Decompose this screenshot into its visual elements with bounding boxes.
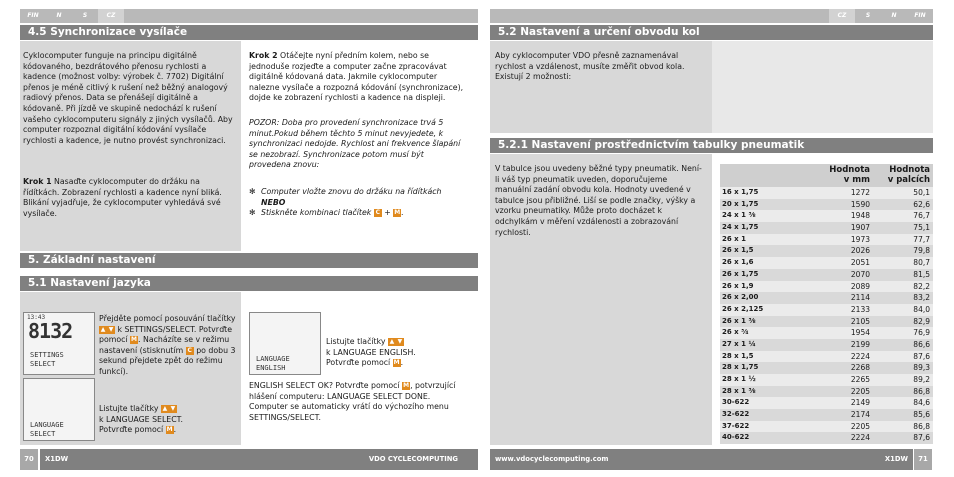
step2b-text: k LANGUAGE SELECT.: [99, 414, 183, 424]
circumference-mm-cell: 2205: [850, 386, 870, 396]
circumference-mm-cell: 2199: [850, 339, 870, 349]
krok2-text: Otáčejte nyní předním kolem, nebo se jednoduše rozjeďte a computer začne zpracovávat digitálně kódovaná data. Jakmile cyklocomputer nalezne vysílače a rozpozná kódování (synchronizace), dojde ke zobrazení rychlosti a kadence na displeji.: [249, 51, 464, 103]
lcd-text: LANGUAGE ENGLISH: [256, 355, 290, 372]
step4b-text: , potvrzující hlášení computeru: LANGUAGE SELECT DONE. Computer se automaticky vrátí do výchozího menu SETTINGS/SELECT.: [249, 381, 456, 422]
step3a-text: Listujte tlačítky: [326, 337, 386, 346]
circumference-inch-cell: 50,1: [913, 188, 930, 197]
button-m-icon: M: [166, 426, 173, 434]
arrow-down-icon: ▼: [397, 338, 403, 345]
footer-model-right: X1DW: [884, 455, 908, 463]
header-inch: [888, 165, 930, 185]
table-row: [720, 281, 933, 293]
lang-step4: [249, 381, 464, 423]
arrow-down-icon: ▼: [108, 325, 114, 333]
circumference-inch-cell: 62,6: [913, 199, 930, 209]
circumference-mm-cell: 2174: [850, 410, 870, 420]
lang-step3: Listujte tlačítky ▲ ▼ k LANGUAGE ENGLISH. Potvrďte pomocí M.: [326, 337, 416, 368]
circumference-inch-cell: 86,8: [913, 386, 930, 396]
table-row: [720, 386, 933, 398]
table-row: [720, 269, 933, 281]
table-row: [720, 432, 933, 444]
circumference-mm-cell: 1973: [850, 234, 870, 244]
lang-tab[interactable]: N: [891, 12, 897, 19]
circumference-mm-cell: 1954: [850, 328, 870, 338]
table-row: [720, 292, 933, 304]
tire-size-cell: 28 x 1 ³⁄₈: [722, 386, 756, 395]
page-number-right: 71: [914, 449, 932, 470]
circumference-mm-cell: 2114: [850, 293, 870, 303]
circumference-inch-cell: 86,6: [913, 339, 930, 349]
header-inch-line1: Hodnota: [889, 165, 930, 175]
table-row: [720, 397, 933, 409]
circumference-inch-cell: 76,9: [913, 328, 930, 338]
tire-size-cell: 28 x 1,75: [722, 363, 759, 372]
circumference-mm-cell: 2149: [850, 398, 870, 408]
header-mm-line2: v mm: [843, 175, 870, 185]
table-row: [720, 374, 933, 386]
circumference-mm-cell: 2268: [850, 363, 870, 373]
circumference-mm-cell: 2105: [850, 316, 870, 326]
step4-text: ENGLISH SELECT OK? Potvrďte pomocí: [249, 381, 400, 390]
header-mm-line1: Hodnota: [829, 165, 870, 175]
circumference-inch-cell: 80,7: [913, 258, 930, 268]
table-row: [720, 362, 933, 374]
circumference-inch-cell: 79,8: [913, 246, 930, 256]
krok1-paragraph: [23, 177, 238, 219]
lcd-text: SETTINGS SELECT: [30, 351, 64, 368]
table-row: [720, 210, 933, 222]
tire-size-cell: 30-622: [722, 398, 750, 407]
page-number-left: 70: [20, 449, 38, 470]
step3b-text: k LANGUAGE ENGLISH.: [326, 347, 416, 357]
lcd-language-select: [23, 378, 95, 441]
circumference-inch-cell: 77,7: [913, 234, 930, 244]
circumference-inch-cell: 87,6: [913, 351, 930, 361]
step2c-text: Potvrďte pomocí: [99, 425, 164, 435]
lang-tab-active[interactable]: CZ: [98, 9, 124, 23]
section-header-5-2: 5.2 Nastavení a určení obvodu kol: [490, 25, 933, 40]
section-header-5: 5. Základní nastavení: [20, 253, 478, 268]
footer-left: [40, 449, 478, 470]
circumference-inch-cell: 89,3: [913, 363, 930, 373]
arrow-up-icon: ▲: [389, 338, 395, 345]
circumference-inch-cell: 86,8: [913, 421, 930, 431]
bullet-icon: ✻: [249, 187, 256, 196]
tire-size-cell: 28 x 1,5: [722, 351, 754, 360]
tire-size-cell: 20 x 1,75: [722, 199, 759, 208]
tire-size-cell: 27 x 1 ¼: [722, 339, 756, 348]
tire-size-cell: 26 x 1,75: [722, 269, 759, 278]
header-mm: [829, 165, 870, 185]
language-bar-right: [490, 9, 933, 23]
lang-step2: Listujte tlačítky ▲ ▼ k LANGUAGE SELECT. Potvrďte pomocí M.: [99, 404, 183, 435]
step1d-text: po dobu 3 sekund přejdete zpět do režimu funkcí).: [99, 345, 236, 376]
section-header-5-1: 5.1 Nastavení jazyka: [20, 276, 478, 291]
footer-url[interactable]: www.vdocyclecomputing.com: [495, 455, 609, 463]
section-header-4-5: 4.5 Synchronizace vysílače: [20, 25, 478, 40]
lang-tab-active[interactable]: CZ: [829, 9, 855, 23]
circumference-mm-cell: 2089: [850, 281, 870, 291]
bullet1-text: Computer vložte znovu do držáku na řídítkách: [261, 187, 442, 196]
tire-size-cell: 26 x 1,6: [722, 258, 754, 267]
table-row: [720, 234, 933, 246]
section-header-5-2-1: 5.2.1 Nastavení prostřednictvím tabulky pneumatik: [490, 138, 933, 153]
circumference-mm-cell: 2070: [850, 269, 870, 279]
tire-size-cell: 26 x ³⁄₄: [722, 328, 749, 337]
table-row: [720, 222, 933, 234]
bullet1-bold: NEBO: [261, 197, 286, 207]
circumference-mm-cell: 2224: [850, 351, 870, 361]
tire-table: [720, 164, 933, 444]
circumference-mm-cell: 1907: [850, 223, 870, 233]
circumference-inch-cell: 81,5: [913, 269, 930, 279]
circumference-inch-cell: 75,1: [913, 223, 930, 233]
circumference-inch-cell: 82,9: [913, 316, 930, 326]
circumference-mm-cell: 1948: [850, 211, 870, 221]
footer-model-left: X1DW: [45, 455, 69, 463]
panel-circumference-right: [712, 41, 933, 133]
bullet-item: ✻ Stiskněte kombinaci tlačítek C + M.: [249, 208, 404, 218]
tire-size-cell: 16 x 1,75: [722, 188, 759, 196]
lcd-language-english: [249, 312, 321, 375]
tire-size-cell: 26 x 1 ³⁄₈: [722, 316, 756, 325]
krok2-paragraph: [249, 51, 464, 104]
step1c-text: . Nacházíte se v režimu nastavení (stisknutím: [99, 335, 230, 355]
lang-step1: [99, 314, 239, 378]
footer-right: [490, 449, 913, 470]
arrow-up-icon: ▲: [162, 405, 168, 412]
circumference-inch-cell: 84,6: [913, 398, 930, 408]
tire-size-cell: 37-622: [722, 421, 750, 430]
circumference-inch-cell: 84,0: [913, 304, 930, 314]
circumference-inch-cell: 83,2: [913, 293, 930, 303]
table-body: [720, 187, 933, 444]
circumference-mm-cell: 2133: [850, 304, 870, 314]
footer-brand: VDO CYCLECOMPUTING: [368, 455, 458, 463]
pozor-note: POZOR: Doba pro provedení synchronizace trvá 5 minut.Pokud během těchto 5 minut nevyjedete, k synchronizaci nedojde. Rychlost ani frekvence šlapání se nezobrazí. Synchronizace potom musí být provedena znovu:: [249, 118, 461, 170]
table-row: [720, 339, 933, 351]
tire-size-cell: 26 x 1: [722, 234, 747, 243]
lang-tab[interactable]: FIN: [914, 12, 926, 19]
button-c-icon: C: [187, 346, 192, 354]
lcd-big-digits: 8132: [28, 319, 73, 343]
tire-table-text: V tabulce jsou uvedeny běžné typy pneumatik. Není-li váš typ pneumatik uveden, doporučujeme manuální zadání obvodu kola. Hodnoty uvedené v tabulce jsou přibližné. Liší se podle značky, výšky a vzorku pneumatiky. Může proto docházet k odchylkám v měření vzdálenosti a zobrazování rychlosti.: [495, 164, 702, 237]
tire-size-cell: 26 x 2,00: [722, 293, 759, 302]
circumference-inch-cell: 76,7: [913, 211, 930, 221]
tire-size-cell: 26 x 1,5: [722, 246, 754, 255]
table-row: [720, 421, 933, 433]
circumference-mm-cell: 1590: [850, 199, 870, 209]
header-inch-line2: v palcích: [887, 175, 930, 185]
circumference-mm-cell: 1272: [850, 188, 870, 197]
krok1-text: Nasaďte cyklocomputer do držáku na řídítkách. Zobrazení rychlosti a kadence nyní bliká. Blikání vyjadřuje, že cyklocomputer vyhledává své vysílače.: [23, 177, 222, 218]
arrow-up-icon: ▲: [100, 325, 106, 333]
sync-intro-paragraph: Cyklocomputer funguje na principu digitálně kódovaného, bezdrátového přenosu rychlosti a kadence (možnost volby: výrobek č. 7702) Digitální přenos je méně citlivý k rušení než běžný analogový radiový přenos. Data se přenášejí digitálně a kódovaně. Při jízdě ve skupině nedochází k rušení vašeho cyklocomputeru signály z jiných vysílačů. Aby computer rozpoznal digitální kódování vysílače rychlosti a kadence, je nutno provést synchronizaci.: [23, 51, 233, 145]
table-row: [720, 351, 933, 363]
table-row: [720, 316, 933, 328]
circumference-mm-cell: 2051: [850, 258, 870, 268]
tire-size-cell: 32-622: [722, 410, 750, 419]
tire-size-cell: 40-622: [722, 433, 750, 442]
circumference-mm-cell: 2224: [850, 433, 870, 443]
step1-text: Přejděte pomocí posouvání tlačítky: [99, 314, 236, 323]
circumference-mm-cell: 2026: [850, 246, 870, 256]
circumference-inch-cell: 87,6: [913, 433, 930, 443]
table-header: [720, 164, 933, 187]
circumference-inch-cell: 82,2: [913, 281, 930, 291]
lang-tab[interactable]: N: [56, 12, 62, 19]
arrow-down-icon: ▼: [170, 405, 176, 412]
tire-size-cell: 24 x 1 ³⁄₈: [722, 211, 756, 220]
button-m-icon: M: [394, 209, 401, 217]
lang-tab[interactable]: FIN: [27, 12, 39, 19]
pozor-bullets: [249, 187, 464, 219]
lcd-text: LANGUAGE SELECT: [30, 421, 64, 438]
button-c-icon: C: [375, 209, 380, 217]
table-row: [720, 245, 933, 257]
circumference-inch-cell: 85,6: [913, 410, 930, 420]
button-m-icon: M: [393, 359, 400, 367]
tire-size-cell: 26 x 1,9: [722, 281, 754, 290]
circumference-mm-cell: 2265: [850, 375, 870, 384]
tire-size-cell: 28 x 1 ½: [722, 375, 756, 383]
tire-size-cell: 26 x 2,125: [722, 304, 764, 313]
table-row: [720, 304, 933, 316]
button-m-icon: M: [131, 336, 138, 344]
lcd-time: 13:43: [27, 314, 46, 321]
circumference-text: Aby cyklocomputer VDO přesně zaznamenával rychlost a vzdálenost, musíte změřit obvod kola. Existují 2 možnosti:: [495, 51, 685, 82]
table-row: [720, 327, 933, 339]
table-row: [720, 409, 933, 421]
circumference-inch-cell: 89,2: [913, 375, 930, 384]
bullet-item: [249, 187, 464, 208]
krok1-label: Krok 1: [23, 177, 52, 186]
step2a-text: Listujte tlačítky: [99, 404, 159, 413]
language-bar-left: [20, 9, 478, 23]
table-row: [720, 187, 933, 199]
table-row: [720, 199, 933, 211]
step3c-text: Potvrďte pomocí: [326, 358, 391, 368]
plus-sign: +: [381, 208, 394, 218]
bullet2-text: Stiskněte kombinaci tlačítek: [261, 208, 374, 218]
krok2-label: Krok 2: [249, 51, 278, 60]
lang-tab[interactable]: S: [82, 12, 88, 19]
step1b-text: k SETTINGS/SELECT. Potvrďte pomocí: [99, 324, 233, 345]
lcd-settings-select: [23, 312, 95, 375]
tire-size-cell: 24 x 1,75: [722, 223, 759, 232]
button-m-icon: M: [403, 382, 410, 389]
bullet-icon: ✻: [249, 208, 256, 218]
table-row: [720, 257, 933, 269]
sync-intro-text: [23, 51, 238, 146]
circumference-mm-cell: 2205: [850, 421, 870, 431]
lang-tab[interactable]: S: [865, 12, 871, 19]
